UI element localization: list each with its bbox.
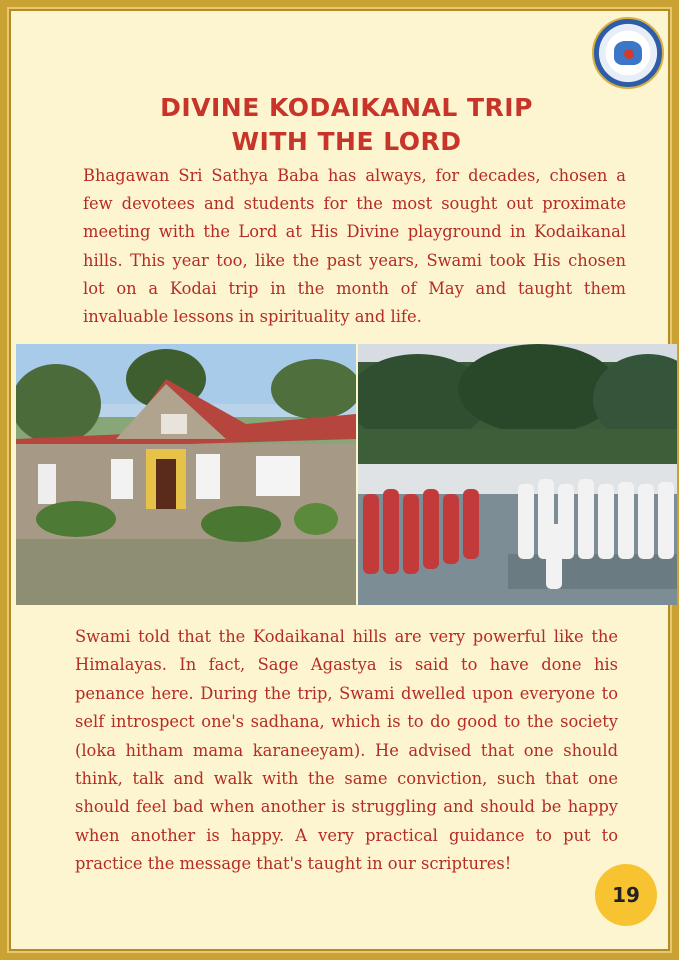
title-line-2: WITH THE LORD xyxy=(231,127,462,156)
devotees-group-illustration xyxy=(358,344,677,605)
body-paragraph: Swami told that the Kodaikanal hills are very powerful like the Himalayas. In fact, Sage Agastya is said to have done his penance here. During the trip, Swami dwelled upon everyone to self introspect one's sadhana, which is to do good to the society (loka hitham mama karaneeyam). He advised that one should think, talk and walk with the same conviction, such that one should feel bad when another is struggling and should be happy when another is happy. A very practical guidance to put to practice the message that's taught in our scriptures! xyxy=(75,627,618,874)
intro-paragraph: Bhagawan Sri Sathya Baba has always, for decades, chosen a few devotees and students for the most sought out proximate meeting with the Lord at His Divine playground in Kodaikanal hills. This year too, like the past years, Swami took His chosen lot on a Kodai trip in the month of May and taught them invaluable lessons in spirituality and life. xyxy=(83,166,626,327)
house-photo xyxy=(16,344,356,605)
stone-house-illustration xyxy=(16,344,356,605)
group-photo xyxy=(358,344,677,605)
page-number-badge: 19 xyxy=(595,864,657,926)
title-line-1: DIVINE KODAIKANAL TRIP xyxy=(160,93,533,122)
organization-logo-icon xyxy=(592,17,664,89)
article-title xyxy=(7,91,679,159)
